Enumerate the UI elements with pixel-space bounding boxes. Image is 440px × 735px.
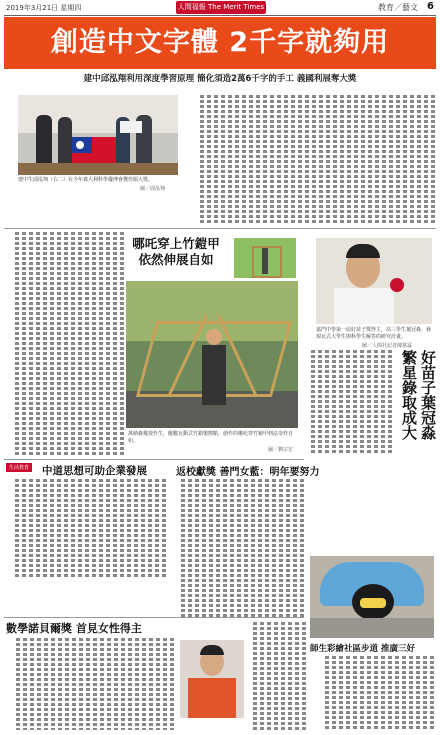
boy-photo (180, 640, 244, 718)
student-photo (316, 238, 432, 324)
issue-date: 2019年3月21日 星期四 (6, 4, 82, 12)
student-photo-credit: 圖／人間社記者陳慕霖 (362, 343, 413, 349)
award-photo (18, 95, 178, 175)
mural-photo (310, 556, 434, 638)
student-headline-line1: 好苗子葉冠淼 (419, 350, 437, 440)
microphone-icon (390, 278, 404, 292)
bamboo-headline-line1: 哪吒穿上竹鎧甲 (132, 236, 220, 251)
return-story-body (176, 479, 304, 619)
section-label: 教育／藝文 (378, 3, 418, 12)
top-story-body (185, 95, 435, 223)
student-photo-caption: 嘉門中學第一屆好苗子獎得主，高三學生葉冠森，發現瓦式大學生與科學生解答的研究計畫。 (316, 327, 432, 340)
section-divider-3 (4, 617, 304, 618)
section-divider-2 (4, 459, 304, 460)
art-story-body (312, 656, 434, 730)
main-headline: 創造中文字體 2千字就夠用 (50, 27, 390, 58)
header-rule (4, 15, 436, 16)
math-headline: 數學諾貝爾獎 首見女性得主 (6, 622, 142, 635)
bamboo-headline (126, 236, 226, 268)
student-headline (396, 350, 436, 500)
bamboo-headline-line2: 依然伸展自如 (138, 252, 214, 267)
bamboo-story-body (6, 232, 124, 457)
page-number: 6 (427, 1, 434, 12)
bamboo-photo-caption: 萬納森幾授作生，醒數瓦動式竹錯嬰擦點，創作的哪吒穿竹鏡甲到法奈炸自如。 (128, 431, 294, 444)
main-subheadline: 建中邱泓翔利用深度學習原理 簡化須造2萬6千字的手工 義國利展奪大獎 (83, 74, 357, 84)
art-headline: 師生彩繪社區步道 推廣三好 (310, 644, 415, 654)
headline-banner (4, 17, 436, 69)
math-story-body (6, 638, 174, 730)
boy-story-body (248, 622, 306, 730)
bamboo-armor-photo (126, 281, 298, 428)
business-headline: 中道思想可助企業發展 (42, 465, 147, 477)
bamboo-photo-credit: 圖／劉宗宏 (268, 447, 294, 453)
business-tag: 生活教育 (6, 463, 32, 472)
masthead-logo: 人間福報 The Merit Times (176, 1, 266, 14)
business-story-body (6, 479, 166, 579)
award-photo-caption: 建中生邱泓翔（右二）在今年義大利科學優博會獲佳頌大獎。 (18, 177, 154, 183)
bamboo-small-photo (234, 238, 296, 278)
return-headline: 返校獻獎 善門女藍：明年要努力 (176, 467, 320, 478)
student-headline-line2: 繁星錄取成大 (400, 350, 418, 440)
section-divider (4, 228, 436, 229)
award-photo-credit: 圖／邱泓翔 (140, 186, 166, 192)
student-story-body (302, 350, 392, 455)
